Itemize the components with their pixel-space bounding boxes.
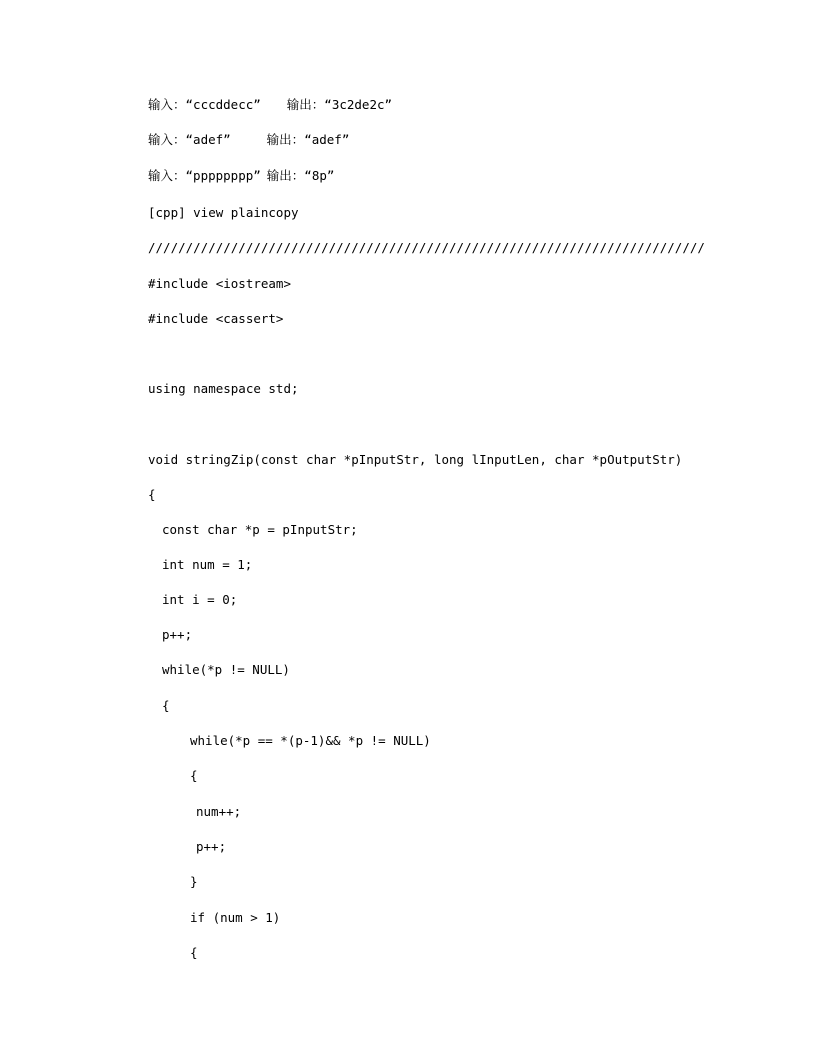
- code-line-p-increment: p++;: [162, 627, 193, 642]
- output-label: 输出：: [266, 132, 305, 147]
- separator-comment: //////////////////////////////////////////////////////////////////////////: [148, 240, 705, 255]
- code-line-brace-outer-open: {: [162, 698, 170, 713]
- code-line-decl-p: const char *p = pInputStr;: [162, 522, 358, 537]
- code-line-while-inner: while(*p == *(p-1)&& *p != NULL): [190, 733, 431, 748]
- example-line-1: [148, 95, 392, 115]
- input-label: 输入：: [148, 97, 186, 112]
- output-label: 输出：: [286, 97, 325, 112]
- code-line-p-increment-inner: p++;: [196, 839, 227, 854]
- code-line-include-iostream: #include <iostream>: [148, 276, 291, 291]
- input-label: 输入：: [148, 168, 186, 183]
- code-line-if-num: if (num > 1): [190, 910, 281, 925]
- output-label: 输出：: [266, 168, 305, 183]
- code-line-num-increment: num++;: [196, 804, 242, 819]
- code-line-include-cassert: #include <cassert>: [148, 311, 284, 326]
- code-line-brace-inner-close: }: [190, 874, 198, 889]
- example-line-2: [148, 130, 349, 150]
- code-line-brace-inner-open: {: [190, 768, 198, 783]
- input-value: “cccddecc”: [185, 97, 261, 112]
- code-line-decl-num: int num = 1;: [162, 557, 253, 572]
- code-line-function-signature: void stringZip(const char *pInputStr, long lInputLen, char *pOutputStr): [148, 452, 683, 467]
- code-header: [cpp] view plaincopy: [148, 205, 299, 220]
- input-value: “pppppppp”: [185, 168, 261, 183]
- output-value: “3c2de2c”: [324, 97, 393, 112]
- output-value: “8p”: [304, 168, 335, 183]
- code-line-while-outer: while(*p != NULL): [162, 662, 290, 677]
- code-line-open-brace: {: [148, 487, 156, 502]
- input-value: “adef”: [185, 132, 231, 147]
- code-line-using: using namespace std;: [148, 381, 299, 396]
- code-line-decl-i: int i = 0;: [162, 592, 238, 607]
- output-value: “adef”: [304, 132, 350, 147]
- input-label: 输入：: [148, 132, 186, 147]
- example-line-3: [148, 166, 334, 186]
- code-line-brace-if-open: {: [190, 945, 198, 960]
